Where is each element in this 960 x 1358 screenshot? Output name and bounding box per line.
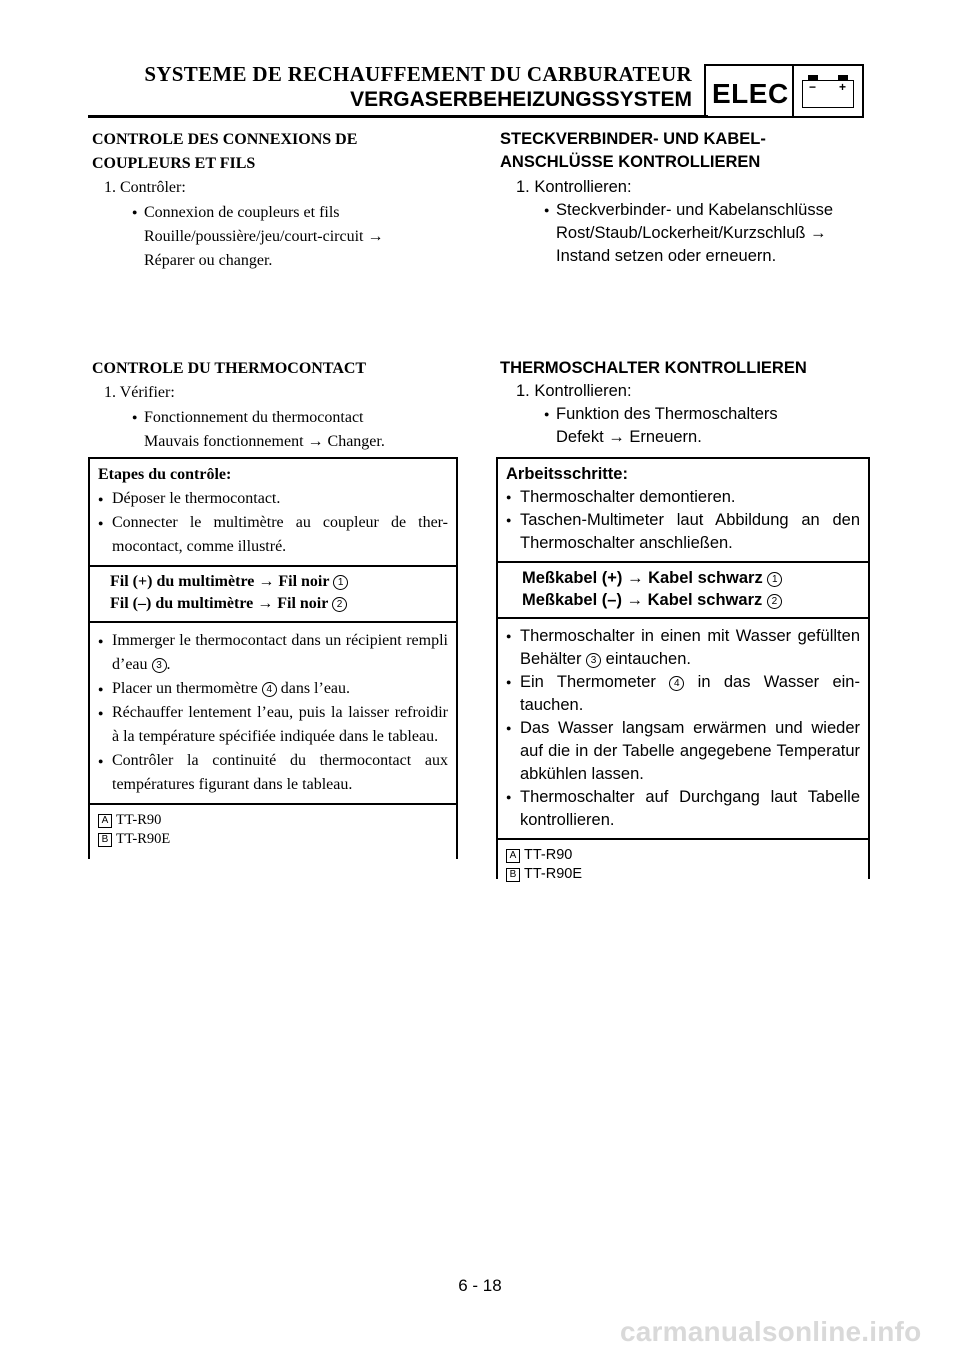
de-box-title: Arbeitsschritte: [506, 465, 628, 483]
fr-box-leads: Fil (+) du multimètre → Fil noir 1 Fil (–) du multimètre → Fil noir 2 [90, 567, 456, 623]
legend-key-b: B [506, 868, 520, 882]
fr-box-bullet: ● Déposer le thermocontact. [98, 487, 448, 511]
de-section2-item: ● Funktion des Thermoschalters Defekt → Erneuern. [544, 403, 870, 449]
de-box-legend: A TT-R90 B TT-R90E [498, 840, 868, 890]
fr-box-bullet: ● Contrôler la continuité du thermocontact aux températures figurant dans le tableau. [98, 749, 448, 797]
fr-box-legend: A TT-R90 B TT-R90E [90, 805, 456, 855]
watermark-text: carmanualsonline.info [620, 1316, 922, 1347]
de-box-bullet: ● Thermoschalter auf Durchgang laut Tabelle kontrollieren. [506, 786, 860, 832]
de-section1-step: 1. Kontrollieren: [516, 178, 632, 196]
callout-1: 1 [767, 572, 782, 587]
fr-box-bullet: ● Connecter le multimètre au coupleur de ther-mocontact, comme illustré. [98, 511, 448, 559]
de-box-bullet: ● Thermoschalter demontieren. [506, 486, 860, 509]
callout-3: 3 [586, 653, 601, 668]
de-box-procedure [498, 619, 868, 840]
fr-box-bullet: ● Placer un thermomètre 4 dans l’eau. [98, 677, 448, 701]
header-title-de: VERGASERBEHEIZUNGSSYSTEM [350, 88, 692, 111]
fr-section1-step: 1. Contrôler: [104, 179, 186, 196]
battery-icon: − + [802, 80, 854, 108]
elec-badge-label: ELEC [712, 78, 789, 109]
fr-procedure-box [88, 457, 458, 859]
fr-section1-title: CONTROLE DES CONNEXIONS DE COUPLEURS ET FILS [92, 131, 358, 172]
callout-2: 2 [767, 594, 782, 609]
header-title-fr: SYSTEME DE RECHAUFFEMENT DU CARBURATEUR [144, 62, 692, 86]
fr-box-title: Etapes du contrôle: [98, 466, 232, 483]
de-box-leads: Meßkabel (+) → Kabel schwarz 1 Meßkabel (–) → Kabel schwarz 2 [498, 563, 868, 619]
callout-2: 2 [332, 597, 347, 612]
de-section2-step: 1. Kontrollieren: [516, 382, 632, 400]
legend-key-b: B [98, 833, 112, 847]
de-box-steps [498, 459, 868, 563]
callout-4: 4 [262, 682, 277, 697]
fr-section2-title: CONTROLE DU THERMOCONTACT [92, 360, 367, 377]
de-box-bullet: ● Taschen-Multimeter laut Abbildung an den Thermoschalter anschließen. [506, 509, 860, 555]
fr-box-procedure [90, 623, 456, 805]
fr-section2-item: ● Fonctionnement du thermocontact Mauvais fonctionnement → Changer. [132, 405, 452, 454]
callout-3: 3 [152, 658, 167, 673]
legend-key-a: A [98, 814, 112, 828]
callout-4: 4 [669, 676, 684, 691]
de-section1-item: ● Steckverbinder- und Kabelanschlüsse Rost/Staub/Lockerheit/Kurzschluß → Instand setzen oder erneuern. [544, 199, 870, 268]
fr-box-bullet: ● Réchauffer lentement l’eau, puis la laisser refroidir à la température spécifiée indiquée dans le tableau. [98, 701, 448, 749]
fr-box-bullet: ● Immerger le thermocontact dans un récipient rempli d’eau 3 . [98, 629, 448, 677]
badge-divider [792, 66, 794, 116]
de-box-bullet: ● Das Wasser langsam erwärmen und wieder auf die in der Tabelle angegebene Temperatur abkühlen lassen. [506, 717, 860, 786]
header-rule [88, 115, 708, 118]
de-box-bullet: ● Ein Thermometer 4 in das Wasser ein-tauchen. [506, 671, 860, 717]
fr-box-steps [90, 459, 456, 567]
page-number: 6 - 18 [458, 1276, 502, 1295]
de-section1-title: STECKVERBINDER- UND KABEL- ANSCHLÜSSE KONTROLLIEREN [500, 130, 766, 171]
de-section2-title: THERMOSCHALTER KONTROLLIEREN [500, 359, 807, 377]
callout-1: 1 [333, 575, 348, 590]
de-box-bullet: ● Thermoschalter in einen mit Wasser gefüllten Behälter 3 eintauchen. [506, 625, 860, 671]
fr-section1-item: ● Connexion de coupleurs et fils Rouille/poussière/jeu/court-circuit → Réparer ou changer. [132, 200, 452, 273]
de-procedure-box [496, 457, 870, 882]
fr-section2-step: 1. Vérifier: [104, 384, 175, 401]
elec-badge [704, 64, 864, 118]
legend-key-a: A [506, 849, 520, 863]
